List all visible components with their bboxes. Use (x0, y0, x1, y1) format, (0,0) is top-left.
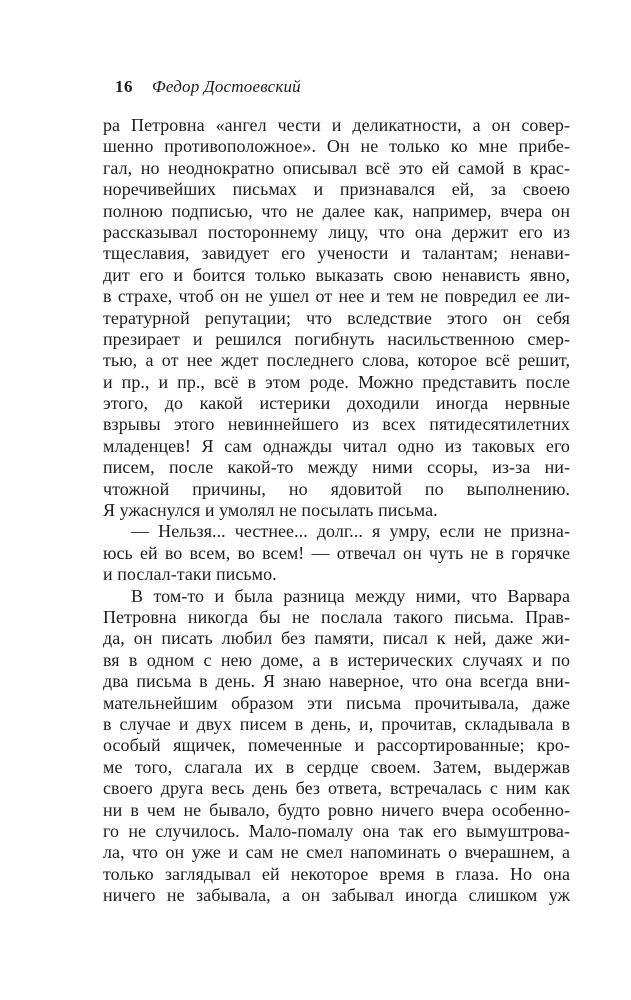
text-line: особый ящичек, помеченные и рассортированные; кро- (103, 735, 570, 756)
text-line: ничего не забывала, а он забывал иногда слишком уж (103, 885, 570, 906)
text-line: ла, что он уже и сам не смел напоминать о вчерашнем, а (103, 842, 570, 863)
text-line: и послал-таки письмо. (103, 564, 277, 585)
text-line: го не случилось. Мало-помалу она так его вымуштрова- (103, 820, 570, 841)
paragraph (103, 586, 570, 907)
page-number: 16 (115, 77, 133, 96)
text-line: да, он писать любил без памяти, писал к ней, даже жи- (103, 628, 570, 649)
text-line: Я ужаснулся и умолял не посылать письма. (103, 500, 438, 521)
text-line: и пр., и пр., всё в этом роде. Можно представить после (103, 371, 570, 392)
text-line: своего друга весь день без ответа, встречалась с ним как (103, 778, 570, 799)
text-line: — Нельзя... честнее... долг... я умру, если не призна- (131, 521, 570, 542)
text-line: юсь ей во всем, во всем! — отвечал он чуть не в горячке (103, 542, 570, 563)
text-line: ра Петровна «ангел чести и деликатности, а он совер- (103, 115, 570, 135)
text-line: вя в одном с нею доме, а в истерических случаях и по (103, 649, 570, 670)
text-line: только заглядывал ей некоторое время в глаза. Но она (103, 863, 570, 884)
text-line: тщеславия, завидует его учености и талантам; ненави- (103, 243, 570, 264)
text-line: ни в чем не бывало, будто ровно ничего вчера особенно- (103, 799, 570, 820)
body-text (103, 115, 570, 906)
text-line: в страхе, чтоб он не ушел от нее и тем не повредил ее ли- (103, 286, 570, 307)
text-line: дит его и боится только выказать свою ненависть явно, (103, 264, 570, 285)
text-line: полною подписью, что не далее как, например, вчера он (103, 200, 570, 221)
paragraph (103, 521, 570, 585)
text-line: взрывы этого невиннейшего из всех пятидесятилетних (103, 414, 570, 435)
text-line: презирает и решился погибнуть насильственною смер- (103, 328, 570, 349)
running-title-author: Федор Достоевский (152, 77, 301, 96)
text-line: мательнейшим образом эти письма прочитывала, даже (103, 692, 570, 713)
text-line: Петровна никогда бы не послала такого письма. Прав- (103, 606, 570, 627)
text-line: тью, а от нее ждет последнего слова, которое всё решит, (103, 350, 570, 371)
text-line: В том-то и была разница между ними, что Варвара (131, 585, 570, 606)
text-line: тературной репутации; что вследствие этого он себя (103, 307, 570, 328)
text-line: два письма в день. Я знаю наверное, что она всегда вни- (103, 671, 570, 692)
text-line: в случае и двух писем в день, и, прочитав, складывала в (103, 713, 570, 734)
text-line: рассказывал постороннему лицу, что она держит его из (103, 221, 570, 242)
text-line: младенцев! Я сам однажды читал одно из таковых его (103, 435, 570, 456)
text-line: гал, но неоднократно описывал всё это ей самой в крас- (103, 157, 570, 178)
text-line: норечивейших письмах и признавался ей, за своею (103, 179, 570, 200)
paragraph (103, 115, 570, 521)
text-line: писем, после какой-то между ними ссоры, из-за ни- (103, 457, 570, 478)
text-line: чтожной причины, но ядовитой по выполнению. (103, 478, 570, 499)
text-line: шенно противоположное». Он не только ко мне прибе- (103, 136, 570, 157)
page-header (115, 77, 570, 96)
text-line: этого, до какой истерики доходили иногда нервные (103, 393, 570, 414)
text-line: ме того, слагала их в сердце своем. Затем, выдержав (103, 756, 570, 777)
